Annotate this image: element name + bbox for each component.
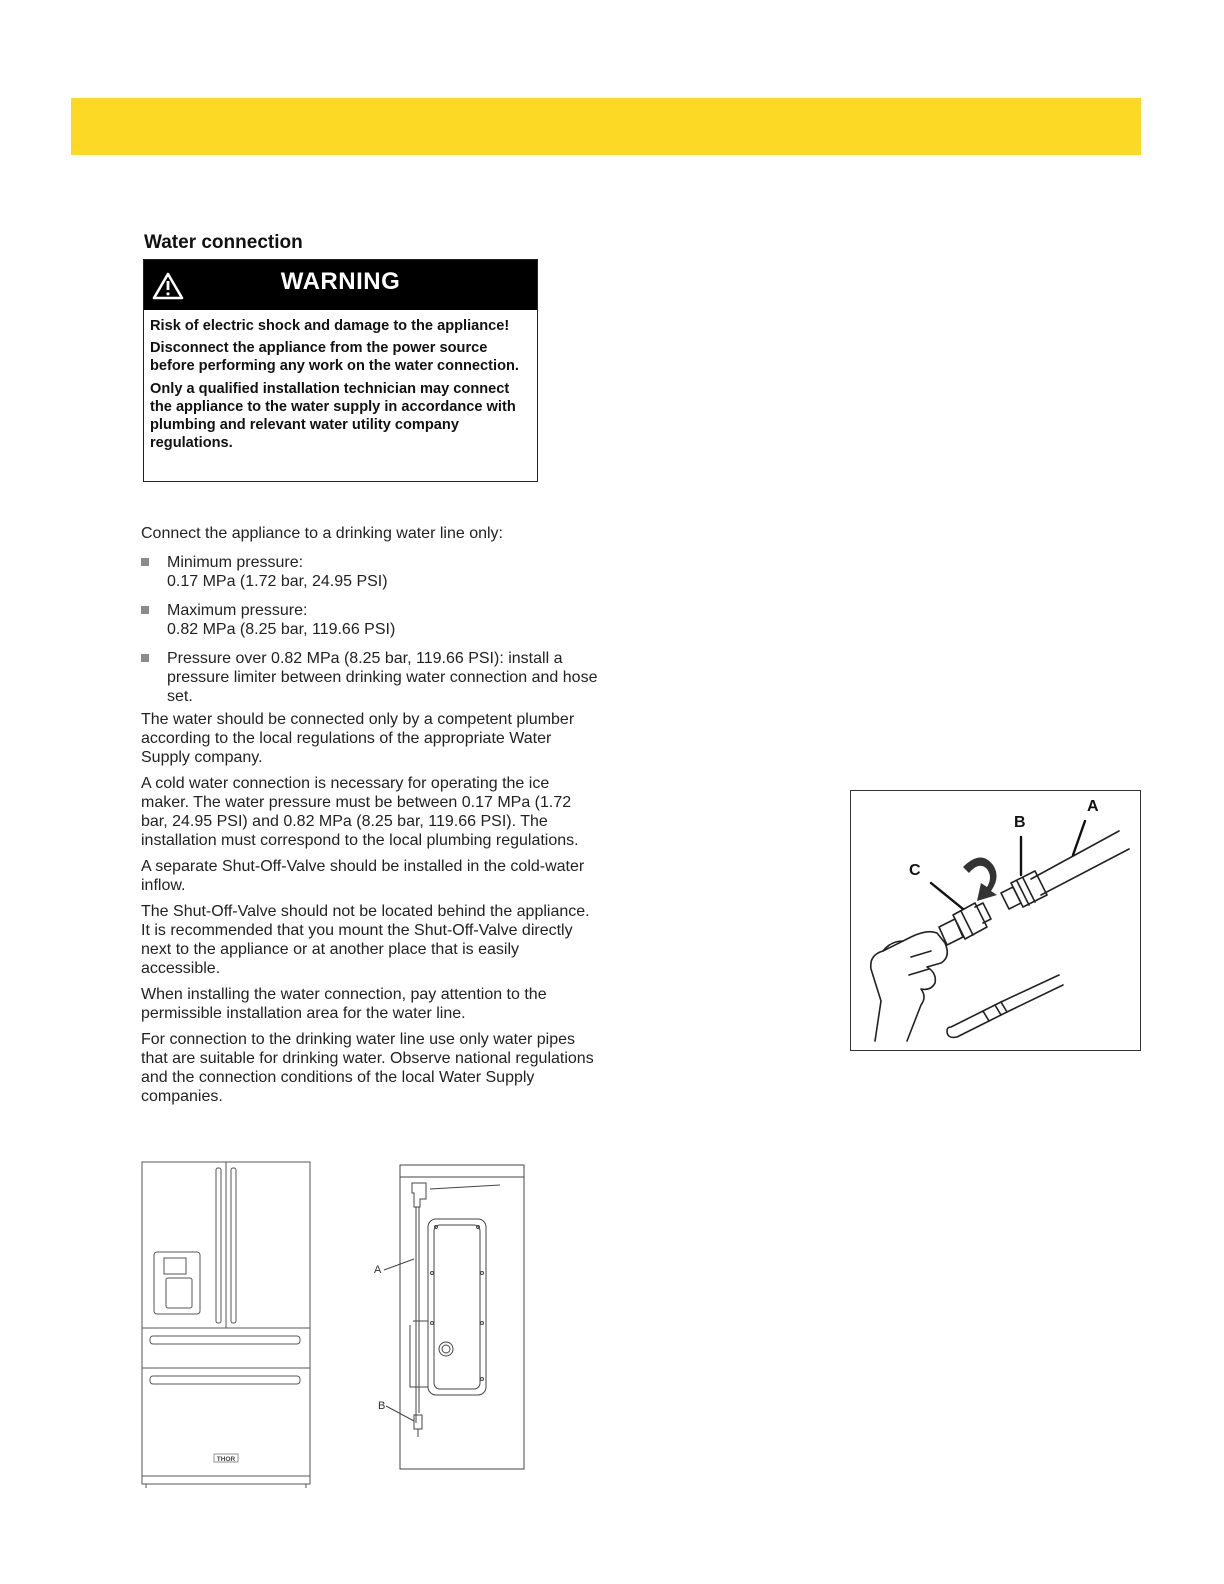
label-a: A (1087, 798, 1099, 815)
bullet-icon (141, 654, 149, 662)
section-title: Water connection (144, 232, 303, 253)
paragraph: The Shut-Off-Valve should not be located behind the appliance. It is recommended that you mount the Shut-Off-Valve directly next to the appliance or at another place that is easily accessible. (141, 903, 590, 977)
warning-line: Disconnect the appliance from the power source before performing any work on the water connection. (150, 340, 519, 375)
label-b: B (378, 1400, 386, 1412)
bullet-icon (141, 606, 149, 614)
bullet-icon (141, 558, 149, 566)
paragraph: A separate Shut-Off-Valve should be installed in the cold-water inflow. (141, 858, 585, 894)
warning-body (144, 310, 537, 452)
list-item (141, 601, 601, 639)
warning-box (143, 259, 538, 482)
list-item-line: Maximum pressure: (167, 602, 308, 619)
list-item-line: Minimum pressure: (167, 554, 304, 571)
pressure-list (141, 553, 601, 706)
hose-connection-figure (850, 790, 1141, 1051)
list-item (141, 553, 601, 591)
warning-header (144, 260, 537, 310)
paragraph: When installing the water connection, pay attention to the permissible installation area for the water line. (141, 986, 547, 1022)
list-item-line: 0.82 MPa (8.25 bar, 119.66 PSI) (167, 621, 396, 638)
list-item-line: Pressure over 0.82 MPa (8.25 bar, 119.66 PSI): install a pressure limiter between drinking water connection and hose set. (167, 650, 598, 705)
list-item (141, 649, 601, 706)
list-item-line: 0.17 MPa (1.72 bar, 24.95 PSI) (167, 573, 388, 590)
warning-line: Risk of electric shock and damage to the appliance! (150, 318, 510, 334)
hose-connection-illustration (851, 791, 1140, 1050)
paragraph: For connection to the drinking water line use only water pipes that are suitable for drinking water. Observe national regulations and the connection conditions of the local Water Supply companies. (141, 1031, 594, 1105)
header-bar (71, 98, 1141, 155)
paragraph: A cold water connection is necessary for operating the ice maker. The water pressure must be between 0.17 MPa (1.72 bar, 24.95 PSI) and 0.82 MPa (8.25 bar, 119.66 PSI). The installation must correspond to the local plumbing regulations. (141, 775, 579, 849)
label-a: A (374, 1264, 382, 1276)
warning-title: WARNING (280, 268, 401, 295)
brand-logo: THOR (216, 1456, 236, 1463)
label-b: B (1014, 814, 1026, 831)
paragraph: The water should be connected only by a competent plumber according to the local regulations of the appropriate Water Supply company. (141, 711, 575, 766)
instructions-text (141, 524, 601, 1113)
warning-line: Only a qualified installation technician may connect the appliance to the water supply in accordance with plumbing and relevant water utility company regulations. (150, 380, 516, 452)
refrigerator-front-figure (140, 1160, 312, 1490)
refrigerator-front-illustration (140, 1160, 312, 1490)
label-c: C (909, 862, 921, 879)
refrigerator-back-figure (370, 1163, 530, 1471)
intro-text: Connect the appliance to a drinking water line only: (141, 525, 503, 542)
refrigerator-back-illustration (370, 1163, 530, 1471)
